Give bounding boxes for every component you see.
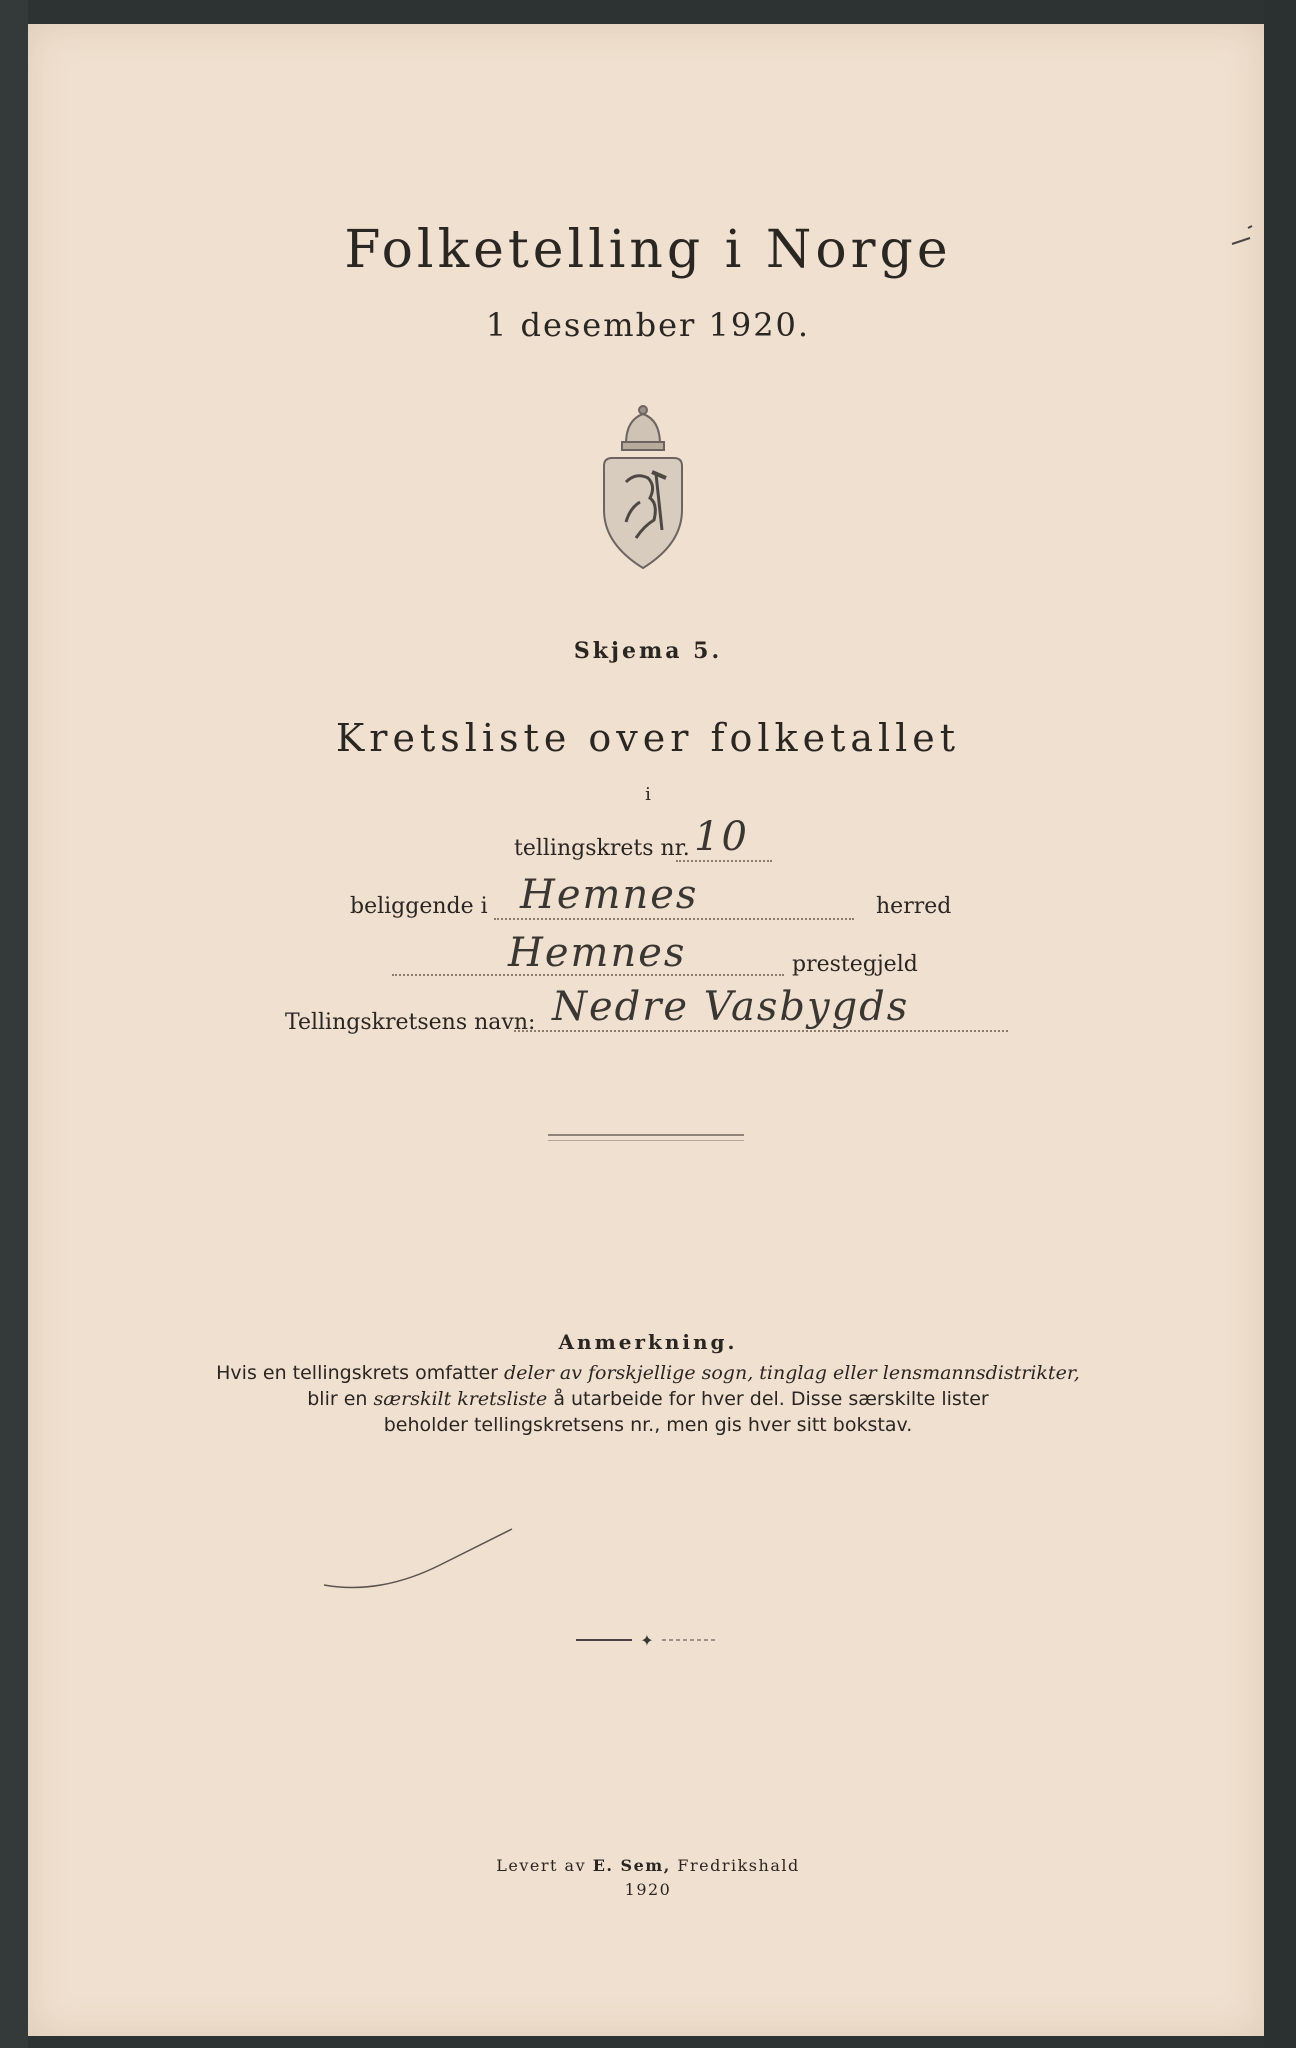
printer-credit-prefix: Levert av bbox=[496, 1856, 593, 1875]
page-title: Folketelling i Norge bbox=[344, 220, 952, 280]
district-name-label: Tellingskretsens navn: bbox=[285, 1010, 536, 1035]
note-line-2 bbox=[0, 1388, 1296, 1410]
district-number-value: 10 bbox=[694, 814, 749, 860]
district-name-line bbox=[514, 1030, 1008, 1032]
located-in-label: beliggende i bbox=[350, 894, 488, 919]
note-line-2-text-a: blir en bbox=[307, 1388, 374, 1410]
district-name-value: Nedre Vasbygds bbox=[552, 984, 910, 1030]
note-line-2-italic: særskilt kretsliste bbox=[373, 1388, 548, 1410]
parish-value: Hemnes bbox=[508, 930, 687, 976]
note-line-2-text-c: å utarbeide for hver del. Disse særskilte lister bbox=[547, 1388, 989, 1410]
note-line-1-text: Hvis en tellingskrets omfatter bbox=[216, 1362, 505, 1384]
schema-number: Skjema 5. bbox=[573, 638, 723, 664]
form-heading: Kretsliste over folketallet bbox=[335, 716, 961, 760]
printer-year: 1920 bbox=[624, 1880, 672, 1899]
printer-place: Fredrikshald bbox=[670, 1856, 800, 1875]
census-date: 1 desember 1920. bbox=[485, 306, 811, 344]
located-in-line bbox=[494, 918, 854, 920]
norwegian-coat-of-arms-icon bbox=[596, 402, 690, 572]
district-number-label: tellingskrets nr. bbox=[514, 836, 690, 861]
ornament-divider-icon bbox=[572, 1630, 722, 1650]
separator-rule bbox=[548, 1134, 744, 1136]
parish-label: prestegjeld bbox=[792, 952, 918, 977]
note-line-1 bbox=[0, 1362, 1296, 1384]
note-line-3: beholder tellingskretsens nr., men gis hver sitt bokstav. bbox=[383, 1414, 913, 1436]
note-title: Anmerkning. bbox=[558, 1330, 738, 1354]
separator-rule-thin bbox=[548, 1140, 744, 1141]
svg-text:✦: ✦ bbox=[640, 1631, 654, 1650]
located-in-value: Hemnes bbox=[520, 872, 699, 918]
district-number-line bbox=[676, 860, 772, 862]
pen-stroke-mark bbox=[320, 1525, 520, 1595]
note-line-1-italic: deler av forskjellige sogn, tinglag eller lensmannsdistrikter, bbox=[504, 1362, 1080, 1384]
printer-credit bbox=[0, 1856, 1296, 1875]
preposition-i: i bbox=[645, 784, 651, 805]
herred-label: herred bbox=[876, 894, 952, 919]
printer-name: E. Sem, bbox=[592, 1856, 671, 1875]
